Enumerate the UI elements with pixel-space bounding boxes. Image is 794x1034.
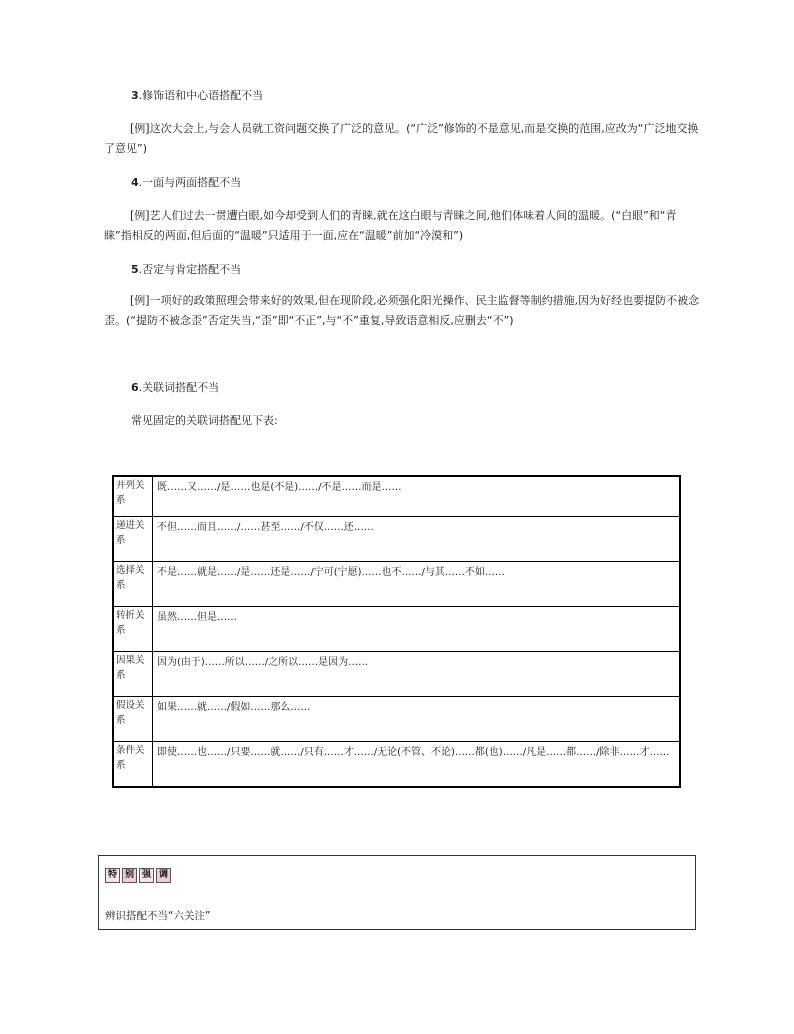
category-cell: 转折关系: [113, 606, 153, 651]
example-text: [例]这次大会上,与会人员就工资问题交换了广泛的意见。: [130, 122, 407, 135]
explanation-text: (“广泛”修饰的不是意见,而是交换的范围,应改为“广泛地交换了意见”): [104, 122, 699, 155]
section-number: 4: [131, 176, 139, 189]
table-intro: 常见固定的关联词搭配见下表:: [131, 414, 278, 427]
table-row: [113, 606, 680, 651]
section-title: .修饰语和中心语搭配不当: [138, 89, 264, 102]
section-4-heading: [131, 176, 241, 190]
section-title: .一面与两面搭配不当: [138, 176, 242, 189]
section-4-paragraph: [104, 206, 704, 246]
example-text: [例]艺人们过去一贯遭白眼,如今却受到人们的青睐,就在这白眼与青睐之间,他们体味着人间的温暖。: [130, 209, 612, 222]
table-row: [113, 696, 680, 741]
table-row: [113, 476, 680, 516]
section-title: .关联词搭配不当: [138, 381, 220, 394]
section-number: 5: [131, 263, 139, 276]
example-text: [例]一项好的政策照理会带来好的效果,但在现阶段,必须强化阳光操作、民主监督等制约措施,因为好经也要提防不被念歪。: [104, 294, 700, 327]
content-cell: 不是……就是……/是……还是……/宁可(宁愿)……也不……/与其……不如……: [153, 561, 681, 606]
badge-char: 别: [122, 868, 137, 883]
content-cell: 即使……也……/只要……就……/只有……才……/无论(不管、不论)……都(也)……/凡是……都……/除非……才……: [153, 741, 681, 787]
section-3-paragraph: [104, 119, 704, 159]
conjunction-table: [112, 475, 681, 788]
category-cell: 条件关系: [113, 741, 153, 787]
section-number: 3: [131, 89, 139, 102]
table-row: [113, 741, 680, 787]
content-cell: 不但……而且……/……甚至……/不仅……还……: [153, 516, 681, 561]
badge-char: 特: [105, 868, 120, 883]
section-number: 6: [131, 381, 139, 394]
section-6-heading: [131, 381, 219, 395]
special-emphasis-badge: [105, 868, 171, 883]
category-cell: 选择关系: [113, 561, 153, 606]
special-note-text: 辨识搭配不当“六关注”: [105, 910, 211, 922]
section-3-heading: [131, 89, 263, 103]
section-5-heading: [131, 263, 241, 277]
table-row: [113, 651, 680, 696]
explanation-text: (“提防不被念歪”否定失当,“歪”即“不正”,与“不”重复,导致语意相反,应删去“不”): [126, 314, 514, 327]
category-cell: 假设关系: [113, 696, 153, 741]
category-cell: 并列关系: [113, 476, 153, 516]
content-cell: 如果……就……/假如……那么……: [153, 696, 681, 741]
section-5-paragraph: [104, 291, 704, 331]
badge-char: 强: [139, 868, 154, 883]
content-cell: 因为(由于)……所以……/之所以……是因为……: [153, 651, 681, 696]
explanation-text: (“白眼”和“青睐”指相反的两面,但后面的“温暖”只适用于一面,应在“温暖”前加“冷漠和”): [104, 209, 677, 242]
section-title: .否定与肯定搭配不当: [138, 263, 242, 276]
category-cell: 因果关系: [113, 651, 153, 696]
table-row: [113, 516, 680, 561]
content-cell: 虽然……但是……: [153, 606, 681, 651]
badge-char: 调: [156, 868, 171, 883]
category-cell: 递进关系: [113, 516, 153, 561]
table-row: [113, 561, 680, 606]
special-note-box: [98, 855, 696, 930]
content-cell: 既……又……/是……也是(不是)……/不是……而是……: [153, 476, 681, 516]
